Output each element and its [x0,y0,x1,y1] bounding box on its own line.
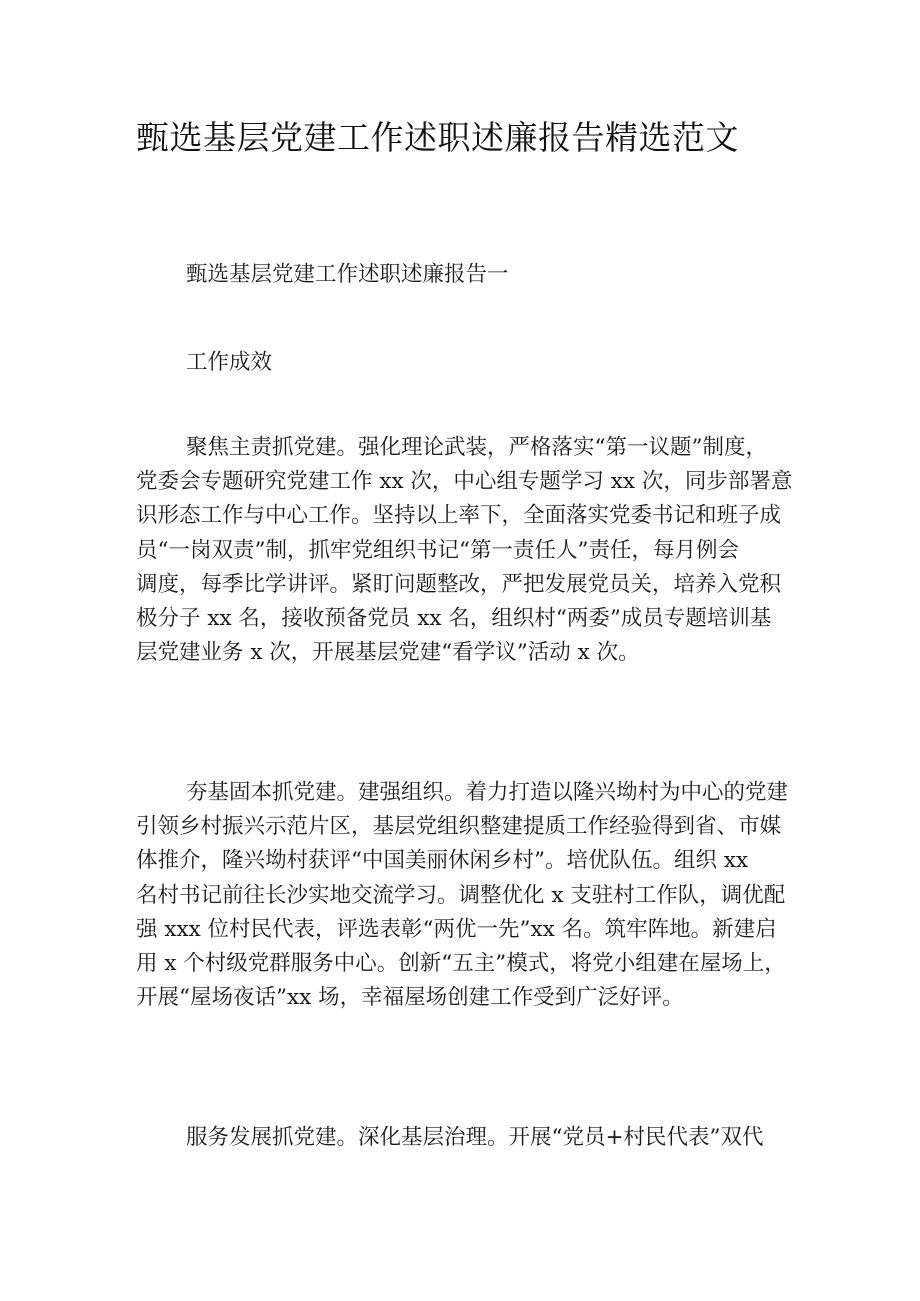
paragraph-line: 党委会专题研究党建工作 xx 次，中心组专题学习 xx 次，同步部署意 [136,469,793,495]
paragraph-line: 层党建业务 x 次，开展基层党建“看学议”活动 x 次。 [136,640,640,666]
paragraph-line: 聚焦主责抓党建。强化理论武装，严格落实“第一议题”制度， [186,435,767,460]
section-heading: 工作成效 [186,350,273,375]
paragraph-line: 极分子 xx 名，接收预备党员 xx 名，组织村“两委”成员专题培训基 [136,605,772,631]
paragraph-line: 强 xxx 位村民代表，评选表彰“两优一先”xx 名。筑牢阵地。新建启 [136,916,777,942]
paragraph-line: 夯基固本抓党建。建强组织。着力打造以隆兴坳村为中心的党建 [186,780,789,805]
paragraph-line: 识形态工作与中心工作。坚持以上率下，全面落实党委书记和班子成 [136,503,782,529]
paragraph-line: 服务发展抓党建。深化基层治理。开展“党员+村民代表”双代 [186,1125,764,1150]
paragraph-line: 引领乡村振兴示范片区，基层党组织整建提质工作经验得到省、市媒 [136,814,782,840]
report-subtitle: 甄选基层党建工作述职述廉报告一 [186,262,509,287]
paragraph-party-building-focus [136,431,796,670]
paragraph-line: 调度，每季比学讲评。紧盯问题整改，严把发展党员关，培养入党积 [136,571,782,597]
document-title: 甄选基层党建工作述职述廉报告精选范文 [136,118,739,157]
paragraph-line: 用 x 个村级党群服务中心。创新“五主”模式，将党小组建在屋场上， [136,950,786,976]
paragraph-line: 开展“屋场夜话”xx 场，幸福屋场创建工作受到广泛好评。 [136,985,684,1011]
paragraph-line: 体推介，隆兴坳村获评“中国美丽休闲乡村”。培优队伍。组织 xx [136,848,749,874]
paragraph-line: 名村书记前往长沙实地交流学习。调整优化 x 支驻村工作队，调优配 [136,882,786,908]
paragraph-foundation-building [136,776,796,1015]
paragraph-service-development [136,1121,796,1155]
paragraph-line: 员“一岗双责”制，抓牢党组织书记“第一责任人”责任，每月例会 [136,537,739,563]
